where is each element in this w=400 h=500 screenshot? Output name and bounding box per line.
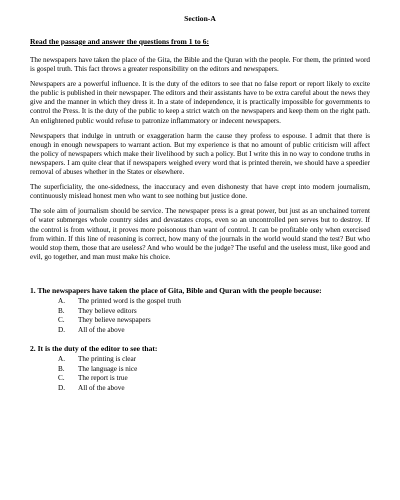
question-2-text: 2. It is the duty of the editor to see that: [30, 343, 158, 353]
option-letter: C. [58, 374, 65, 383]
question-2-option-d [30, 384, 370, 394]
option-text: All of the above [78, 326, 125, 335]
section-title: Section-A [184, 14, 216, 23]
instruction-heading: Read the passage and answer the questions from 1 to 6: [30, 37, 210, 46]
question-2 [30, 344, 370, 394]
option-text: The printing is clear [78, 355, 137, 364]
passage [30, 56, 370, 262]
option-text: The report is true [78, 374, 128, 383]
question-1-option-a [30, 297, 370, 307]
option-text: The language is nice [78, 364, 138, 373]
question-2-option-c [30, 374, 370, 384]
question-1-text: 1. The newspapers have taken the place of Gita, Bible and Quran with the people because: [30, 285, 322, 295]
passage-paragraph-1: The newspapers have taken the place of the Gita, the Bible and the Quran with the people. For them, the printed word is gospel truth. This fact throws a greater responsibility on the editors and newspapers. [30, 56, 370, 74]
option-letter: D. [58, 383, 65, 392]
option-letter: C. [58, 316, 65, 325]
passage-paragraph-5: The sole aim of journalism should be service. The newspaper press is a great power, but just as an unchained torrent of water submerges whole country sides and devastates crops, even so an uncontrolled pen serves but to destroy. If the control is from without, it proves more poisonous than want of control. It can be profitable only when exercised from within. If this line of reasoning is correct, how many of the journals in the world would stand the test? But who would stop them, those that are useless? And who would be the judge? The useful and the useless must, like good and evil, go together, and man must make his choice. [30, 207, 370, 261]
option-text: All of the above [78, 383, 125, 392]
question-2-option-b [30, 365, 370, 375]
option-text: They believe newspapers [78, 316, 151, 325]
option-text: They believe editors [78, 306, 137, 315]
question-1 [30, 286, 370, 336]
question-1-option-c [30, 316, 370, 326]
question-1-option-d [30, 326, 370, 336]
option-letter: D. [58, 326, 65, 335]
section-spacer [30, 268, 370, 286]
passage-paragraph-4: The superficiality, the one-sidedness, the inaccuracy and even dishonesty that have crept into modern journalism, continuously mislead honest men who want to see nothing but justice done. [30, 183, 370, 201]
option-letter: A. [58, 297, 65, 306]
passage-paragraph-2: Newspapers are a powerful influence. It is the duty of the editors to see that no false report or report likely to excite the public is published in their newspaper. The editors and their assistants have to be extra careful about the news they give and the manner in which they dress it. In a state of independence, it is practically impossible for governments to control the Press. It is the duty of the public to keep a strict watch on the newspapers and keep them on the right path. An enlightened public would refuse to patronize inflammatory or indecent newspapers. [30, 80, 370, 125]
option-letter: A. [58, 355, 65, 364]
passage-paragraph-3: Newspapers that indulge in untruth or exaggeration harm the cause they profess to espouse. I admit that there is enough in enough newspapers to warrant action. But my experience is that no amount of public criticism will affect the policy of newspapers which make their livelihood by such a policy. But I write this in no way to condone truths in newspapers. I am quite clear that if newspapers weighed every word that is printed therein, we should have a speedier removal of abuses whether in the States or elsewhere. [30, 131, 370, 177]
option-letter: B. [58, 306, 65, 315]
option-letter: B. [58, 364, 65, 373]
question-2-option-a [30, 355, 370, 365]
question-1-option-b [30, 307, 370, 317]
option-text: The printed word is the gospel truth [78, 297, 182, 306]
